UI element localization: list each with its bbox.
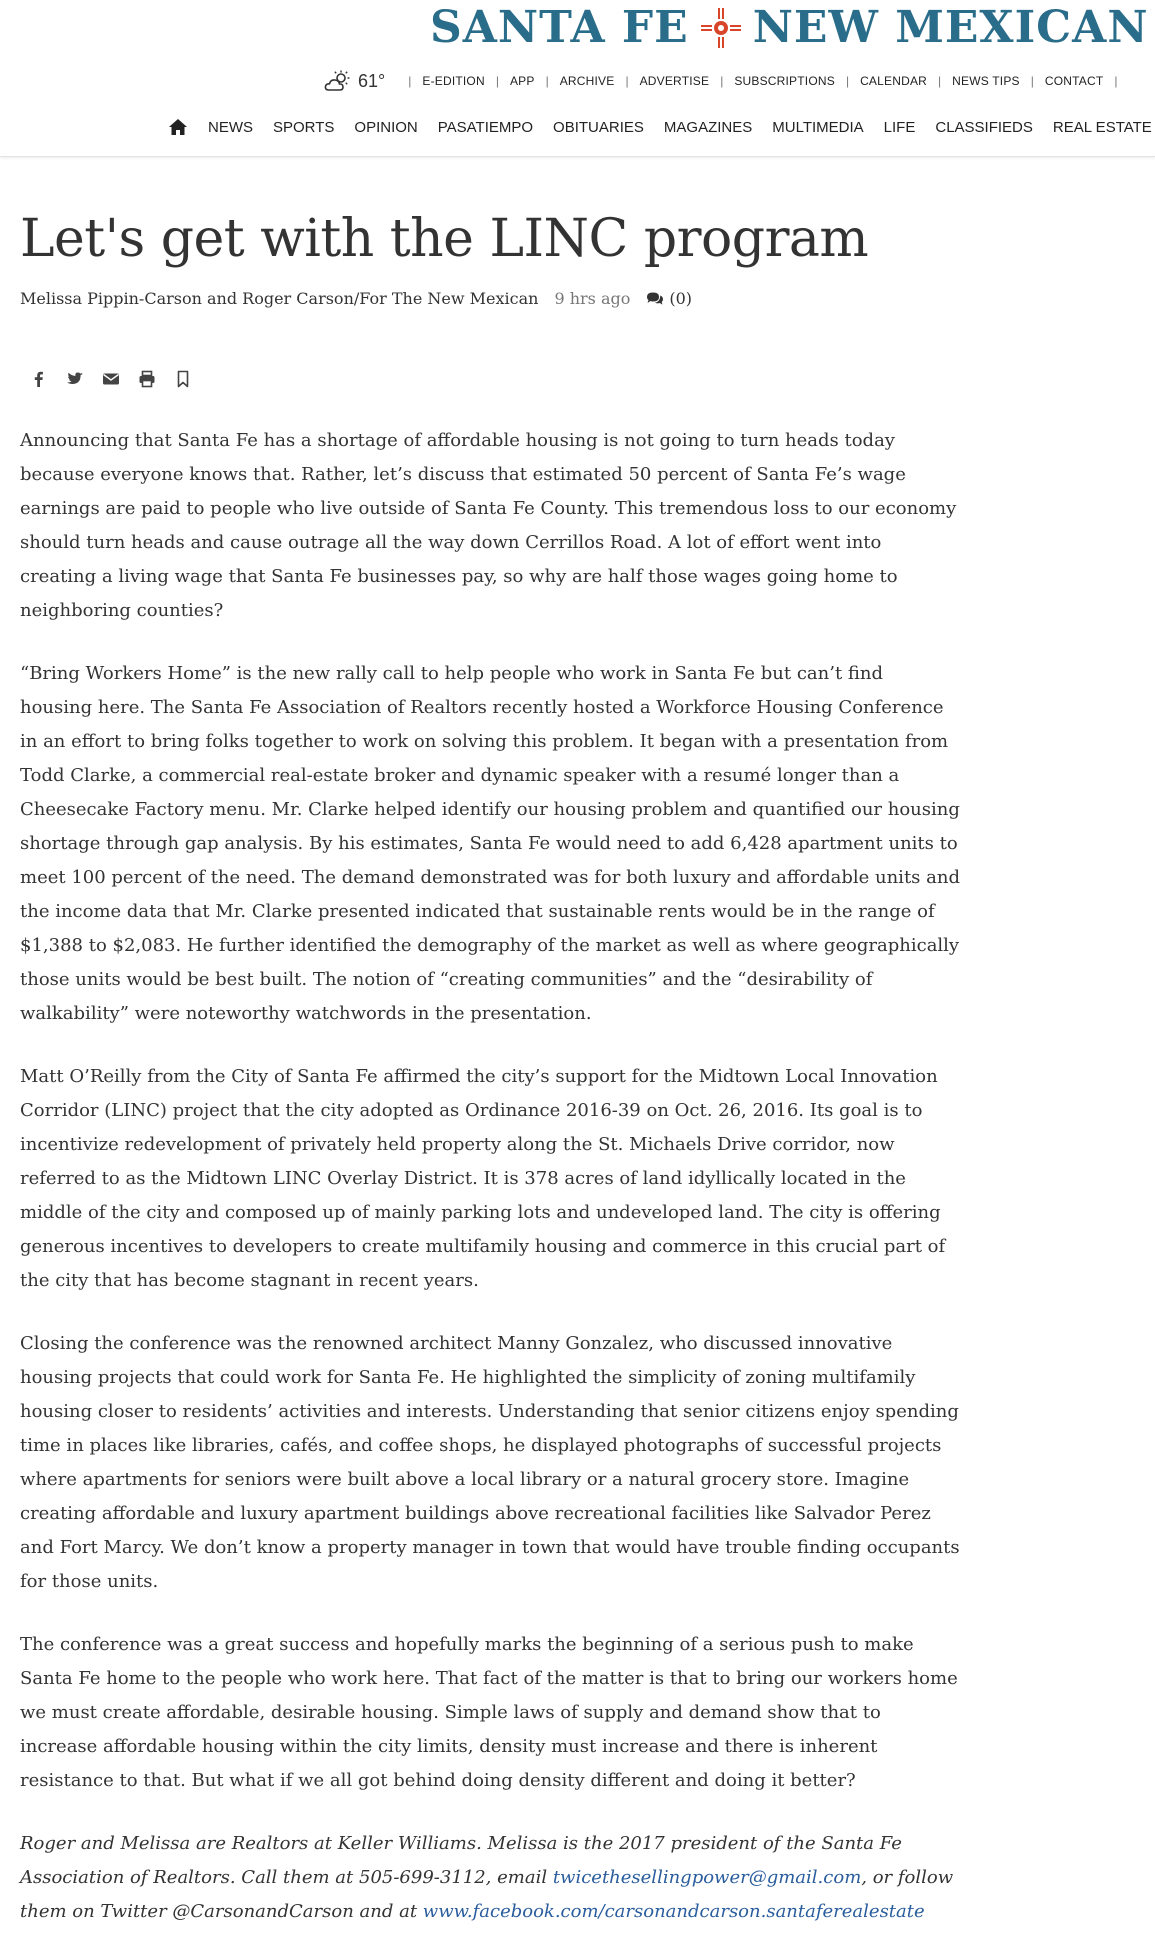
comments-icon <box>646 291 664 306</box>
divider: | <box>408 74 412 88</box>
nav-item-magazines[interactable]: MAGAZINES <box>663 118 753 136</box>
nav-item-real-estate[interactable]: REAL ESTATE <box>1052 118 1152 136</box>
bio-text: , or follow them on Twitter @CarsonandCarson and at <box>20 1867 954 1922</box>
divider: | <box>938 74 942 88</box>
article-body <box>20 424 960 1929</box>
divider: | <box>625 74 629 88</box>
paragraph: The conference was a great success and hopefully marks the beginning of a serious push to make Santa Fe home to the people who work here. That fact of the matter is that to bring our workers home we must create affordable, desirable housing. Simple laws of supply and demand show that to increase affordable housing within the city limits, density must increase and there is inherent resistance to that. But what if we all got behind doing density different and doing it better? <box>20 1634 958 1791</box>
util-link-archive[interactable]: ARCHIVE <box>559 74 615 88</box>
article-headline: Let's get with the LINC program <box>20 209 869 269</box>
divider: | <box>1030 74 1034 88</box>
comments-link[interactable] <box>646 289 692 308</box>
util-link-advertise[interactable]: ADVERTISE <box>639 74 710 88</box>
masthead <box>0 0 1155 157</box>
paragraph: Closing the conference was the renowned architect Manny Gonzalez, who discussed innovative housing projects that could work for Santa Fe. He highlighted the simplicity of zoning multifamily housing closer to residents’ activities and interests. Understanding that senior citizens enjoy spending time in places like libraries, cafés, and coffee shops, he displayed photographs of successful projects where apartments for seniors were built above a local library or a natural grocery store. Imagine creating affordable and luxury apartment buildings above recreational facilities like Salvador Perez and Fort Marcy. We don’t know a property manager in town that would have trouble finding occupants for those units. <box>20 1333 960 1592</box>
util-link-calendar[interactable]: CALENDAR <box>860 74 928 88</box>
divider: | <box>720 74 724 88</box>
divider: | <box>845 74 850 88</box>
nav-item-classifieds[interactable]: CLASSIFIEDS <box>935 118 1033 136</box>
nav-item-life[interactable]: LIFE <box>883 118 916 136</box>
facebook-link[interactable]: www.facebook.com/carsonandcarson.santaferealestate <box>422 1901 925 1922</box>
main-nav <box>168 118 1152 136</box>
utility-bar <box>324 70 1129 92</box>
util-link-app[interactable]: APP <box>509 74 535 88</box>
nav-item-pasatiempo[interactable]: PASATIEMPO <box>437 118 534 136</box>
twitter-icon[interactable] <box>66 370 84 388</box>
logo-text-left: SANTA FE <box>430 2 689 53</box>
nav-item-sports[interactable]: SPORTS <box>273 118 335 136</box>
email-icon[interactable] <box>102 370 120 388</box>
nav-item-opinion[interactable]: OPINION <box>354 118 418 136</box>
facebook-icon[interactable] <box>30 370 48 388</box>
comment-count: (0) <box>669 289 693 308</box>
nav-item-multimedia[interactable]: MULTIMEDIA <box>772 118 864 136</box>
print-icon[interactable] <box>138 370 156 388</box>
author-bio <box>20 1827 960 1929</box>
share-bar <box>20 370 960 388</box>
timestamp: 9 hrs ago <box>554 289 631 308</box>
divider: | <box>545 74 549 88</box>
article-byline <box>20 289 960 308</box>
divider: | <box>1114 74 1118 88</box>
nav-item-news[interactable]: NEWS <box>208 118 253 136</box>
author-names[interactable]: Melissa Pippin-Carson and Roger Carson/For The New Mexican <box>20 289 539 308</box>
article <box>20 157 960 1958</box>
util-link-subscriptions[interactable]: SUBSCRIPTIONS <box>734 74 835 88</box>
paragraph: “Bring Workers Home” is the new rally call to help people who work in Santa Fe but can’t find housing here. The Santa Fe Association of Realtors recently hosted a Workforce Housing Conference in an effort to bring folks together to work on solving this problem. It began with a presentation from Todd Clarke, a commercial real-estate broker and dynamic speaker with a resumé longer than a Cheesecake Factory menu. Mr. Clarke helped identify our housing problem and quantified our housing shortage through gap analysis. By his estimates, Santa Fe would need to add 6,428 apartment units to meet 100 percent of the need. The demand demonstrated was for both luxury and affordable units and the income data that Mr. Clarke presented indicated that sustainable rents would be in the range of $1,388 to $2,083. He further identified the demography of the market as well as where geographically those units would be best built. The notion of “creating communities” and the “desirability of walkability” were noteworthy watchwords in the presentation. <box>20 663 960 1024</box>
logo-text-right: NEW MEXICAN <box>752 2 1149 53</box>
site-logo[interactable] <box>430 0 1149 56</box>
email-link[interactable]: twicethesellingpower@gmail.com <box>552 1867 862 1888</box>
paragraph: Matt O’Reilly from the City of Santa Fe affirmed the city’s support for the Midtown Local Innovation Corridor (LINC) project that the city adopted as Ordinance 2016-39 on Oct. 26, 2016. Its goal is to incentivize redevelopment of privately held property along the St. Michaels Drive corridor, now referred to as the Midtown LINC Overlay District. It is 378 acres of land idyllically located in the middle of the city and composed up of mainly parking lots and undeveloped land. The city is offering generous incentives to developers to create multifamily housing and commerce in this crucial part of the city that has become stagnant in recent years. <box>20 1066 946 1291</box>
weather-widget[interactable] <box>324 70 385 92</box>
util-link-news-tips[interactable]: NEWS TIPS <box>952 74 1020 88</box>
weather-temp: 61° <box>358 70 386 91</box>
zia-sun-icon <box>699 6 743 50</box>
nav-item-obituaries[interactable]: OBITUARIES <box>553 118 644 136</box>
divider: | <box>495 74 499 88</box>
partly-cloudy-icon <box>324 70 352 92</box>
util-link-contact[interactable]: CONTACT <box>1044 74 1104 88</box>
bio-text: Roger and Melissa are Realtors at Keller Williams. Melissa is the 2017 president of the Santa Fe Association of Realtors. Call them at 505-699-3112, email <box>20 1833 902 1888</box>
home-icon[interactable] <box>168 118 188 136</box>
paragraph: Announcing that Santa Fe has a shortage of affordable housing is not going to turn heads today because everyone knows that. Rather, let’s discuss that estimated 50 percent of Santa Fe’s wage earnings are paid to people who live outside of Santa Fe County. This tremendous loss to our economy should turn heads and cause outrage all the way down Cerrillos Road. A lot of effort went into creating a living wage that Santa Fe businesses pay, so why are half those wages going home to neighboring counties? <box>20 430 957 621</box>
util-link-e-edition[interactable]: E-EDITION <box>422 74 485 88</box>
bookmark-icon[interactable] <box>174 370 192 388</box>
